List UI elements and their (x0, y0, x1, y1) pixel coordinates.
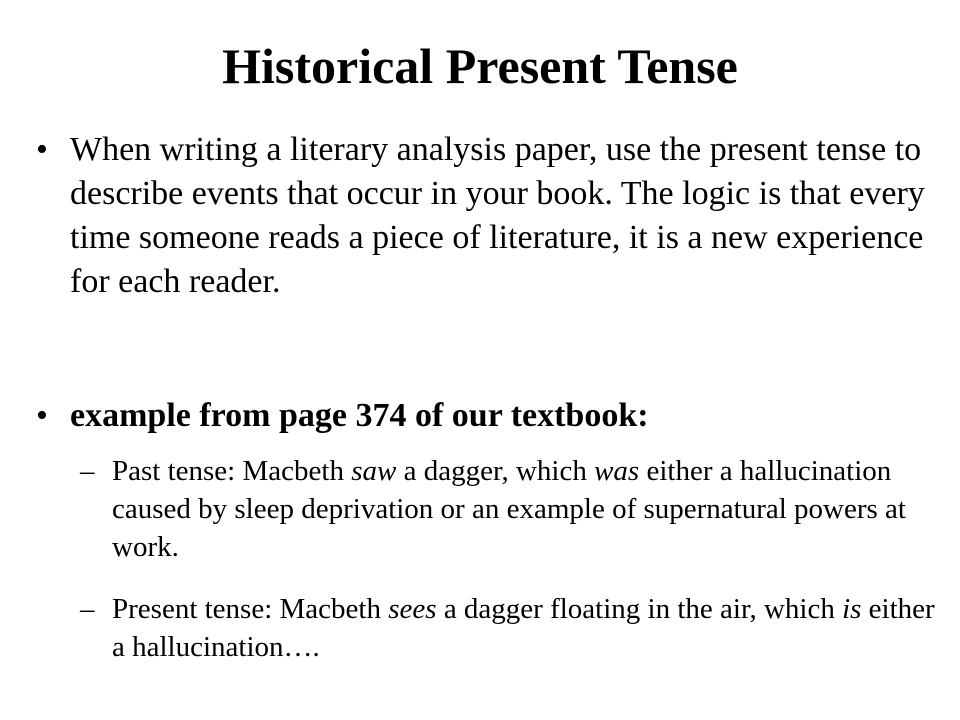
bullet-text: When writing a literary analysis paper, use the present tense to describe events that occur in your book. The logic is that every time someone reads a piece of literature, it is a new experience for each reader. (70, 131, 925, 300)
sub-text-prefix: Present tense: Macbeth (112, 593, 389, 625)
bullet-marker: • (36, 131, 48, 168)
sub-bullet-text (112, 452, 952, 566)
sub-bullet-marker: – (80, 455, 95, 487)
sub-text-prefix: Past tense: Macbeth (112, 455, 352, 487)
bullet-item-present-tense-rule (36, 128, 952, 304)
sub-text-verb: is (842, 593, 862, 625)
sub-text-suffix: either a hallucination caused by sleep deprivation or an example of supernatural powers at work. (112, 455, 906, 563)
sub-text-suffix: either a hallucination…. (112, 593, 935, 663)
sub-bullet-marker: – (80, 593, 95, 625)
sub-bullet-text (112, 590, 952, 666)
slide-title: Historical Present Tense (222, 38, 738, 94)
bullet-text: example from page 374 of our textbook: (70, 397, 649, 434)
bullet-item-example-heading (36, 394, 952, 438)
sub-text-middle: a dagger floating in the air, which (436, 593, 843, 625)
sub-text-verb: sees (388, 593, 437, 625)
sub-text-verb: was (594, 455, 640, 487)
sub-text-verb: saw (351, 455, 397, 487)
sub-bullet-past-tense (80, 452, 952, 566)
sub-bullet-present-tense (80, 590, 952, 666)
sub-text-middle: a dagger, which (396, 455, 595, 487)
bullet-marker: • (36, 397, 48, 434)
